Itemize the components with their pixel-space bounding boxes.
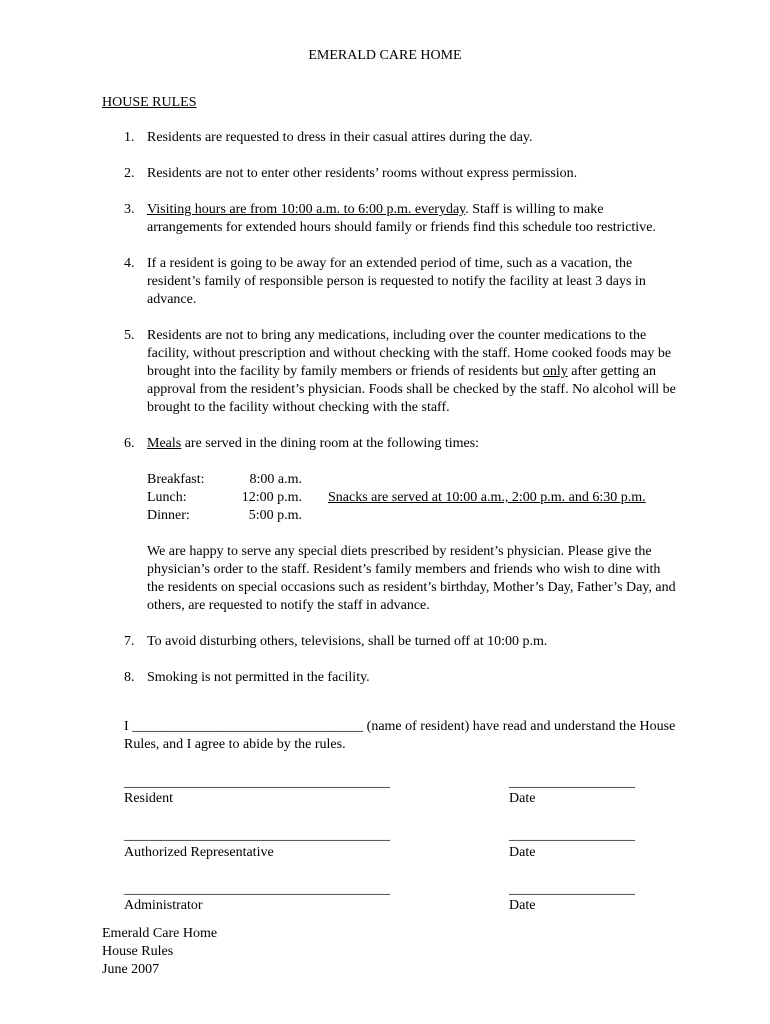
- footer-line: Emerald Care Home: [102, 926, 218, 941]
- rule-text: To avoid disturbing others, televisions, shall be turned off at 10:00 p.m.: [147, 634, 548, 649]
- rule-text: . Staff is willing to make arrangements for extended hours should family or friends find this schedule too restrictive.: [147, 202, 656, 235]
- rule-item: [0, 633, 677, 651]
- rule-text: after getting an approval from the resident’s physician. Foods shall be checked by the staff. No alcohol will be brought to the facility without checking with the staff.: [147, 364, 676, 415]
- rule-item: [0, 327, 677, 417]
- rules-list: [0, 129, 770, 705]
- meal-name: Dinner:: [147, 508, 190, 523]
- rule-text: Smoking is not permitted in the facility.: [147, 670, 370, 685]
- meal-time: 8:00 a.m.: [249, 472, 302, 487]
- rule-item: [0, 669, 677, 687]
- meal-time: 5:00 p.m.: [248, 508, 302, 523]
- rule-text-underlined: Meals: [147, 436, 182, 451]
- administrator-date-label: Date: [509, 898, 536, 913]
- meal-name: Lunch:: [147, 490, 187, 505]
- acknowledgement-statement: I _________________________________ (name of resident) have read and understand the House Rules, and I agree to abide by the rules.: [124, 719, 676, 752]
- representative-label: Authorized Representative: [124, 845, 274, 860]
- rule-number: 6.: [124, 436, 135, 451]
- footer-line: June 2007: [102, 962, 160, 977]
- representative-date-label: Date: [509, 845, 536, 860]
- rule-item: [0, 255, 677, 309]
- rule-item: [0, 435, 677, 615]
- resident-signature-line[interactable]: ______________________________________: [124, 775, 390, 790]
- rule-text-underlined: Visiting hours are from 10:00 a.m. to 6:00 p.m. everyday: [147, 202, 466, 217]
- administrator-date-line[interactable]: __________________: [509, 882, 635, 897]
- rule-text: Residents are requested to dress in their casual attires during the day.: [147, 130, 533, 145]
- rule-text: are served in the dining room at the following times:: [181, 436, 480, 451]
- resident-label: Resident: [124, 791, 173, 806]
- footer-line: House Rules: [102, 944, 174, 959]
- rule-item: [0, 129, 677, 147]
- meal-time: 12:00 p.m.: [241, 490, 302, 505]
- representative-signature-line[interactable]: ______________________________________: [124, 828, 390, 843]
- rule-number: 1.: [124, 130, 135, 145]
- special-diets-note: We are happy to serve any special diets prescribed by resident’s physician. Please give the physician’s order to the staff. Resident’s family members and friends who wish to dine with the residents on special occasions such as resident’s birthday, Mother’s Day, Father’s Day, and others, are requested to notify the staff in advance.: [147, 544, 676, 613]
- rule-number: 8.: [124, 670, 135, 685]
- administrator-label: Administrator: [124, 898, 203, 913]
- rule-number: 4.: [124, 256, 135, 271]
- rule-text-underlined: only: [542, 364, 568, 379]
- meal-name: Breakfast:: [147, 472, 205, 487]
- resident-date-label: Date: [509, 791, 536, 806]
- rule-text: Residents are not to bring any medications, including over the counter medications to the facility, without prescription and without checking with the staff. Home cooked foods may be brought into the facility by family members or friends of residents but: [147, 328, 672, 379]
- administrator-signature-line[interactable]: ______________________________________: [124, 882, 390, 897]
- rule-number: 5.: [124, 328, 135, 343]
- resident-date-line[interactable]: __________________: [509, 775, 635, 790]
- document-footer: [102, 925, 217, 979]
- section-heading: HOUSE RULES: [102, 95, 197, 110]
- meal-schedule: [147, 471, 677, 525]
- rule-number: 7.: [124, 634, 135, 649]
- snacks-note: Snacks are served at 10:00 a.m., 2:00 p.m. and 6:30 p.m.: [328, 490, 646, 505]
- rule-number: 2.: [124, 166, 135, 181]
- rule-item: [0, 201, 677, 237]
- rule-text: If a resident is going to be away for an extended period of time, such as a vacation, the resident’s family of responsible person is requested to notify the facility at least 3 days in advance.: [147, 256, 646, 307]
- representative-date-line[interactable]: __________________: [509, 828, 635, 843]
- rule-text: Residents are not to enter other residents’ rooms without express permission.: [147, 166, 578, 181]
- rule-item: [0, 165, 677, 183]
- document-title: EMERALD CARE HOME: [308, 48, 462, 63]
- rule-number: 3.: [124, 202, 135, 217]
